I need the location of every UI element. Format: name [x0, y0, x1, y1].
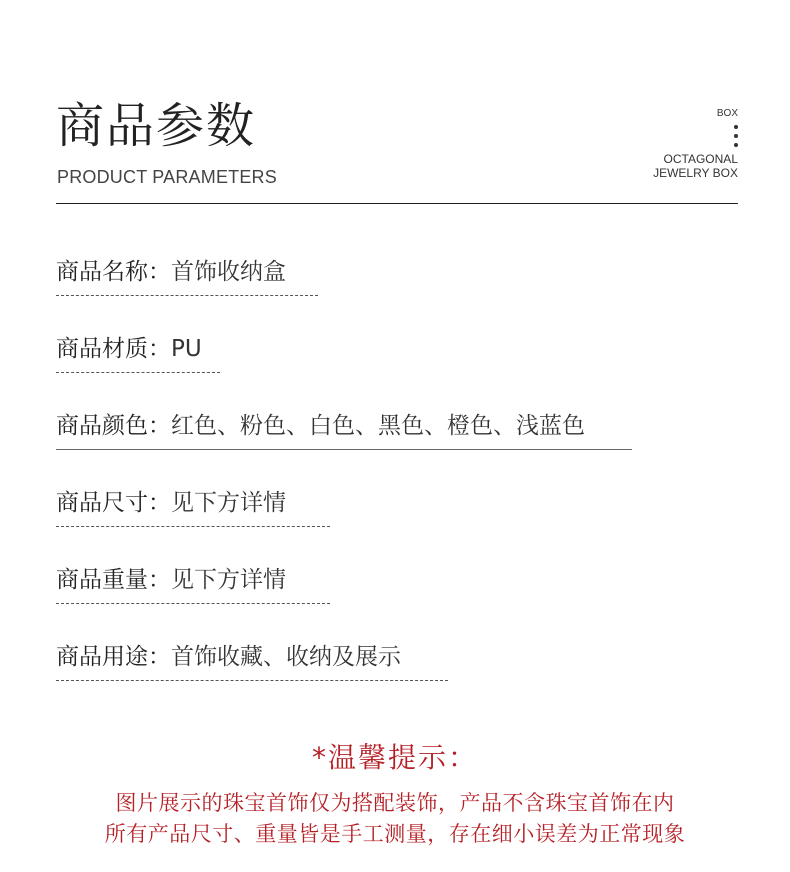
side-tag-line-2: JEWELRY BOX	[653, 166, 738, 180]
param-label: 商品颜色：	[56, 413, 171, 439]
dashed-underline	[56, 603, 330, 604]
side-tag	[653, 108, 738, 180]
dashed-underline	[56, 526, 330, 527]
parameter-list	[56, 255, 738, 717]
param-text	[56, 409, 585, 443]
param-text	[56, 332, 202, 366]
tips-line-2: 所有产品尺寸、重量皆是手工测量，存在细小误差为正常现象	[104, 822, 686, 846]
param-value: 见下方详情	[171, 490, 286, 516]
param-row-name	[56, 255, 738, 332]
param-value: 见下方详情	[171, 567, 286, 593]
param-text	[56, 640, 401, 674]
param-value: 首饰收藏、收纳及展示	[171, 644, 401, 670]
param-text	[56, 563, 286, 597]
param-row-weight	[56, 563, 738, 640]
param-label: 商品材质：	[56, 336, 171, 362]
dashed-underline	[56, 295, 318, 296]
vertical-dots-icon	[734, 125, 738, 147]
dashed-underline	[56, 449, 632, 450]
tips-title: *温馨提示：	[311, 741, 478, 774]
side-tag-box: BOX	[716, 108, 738, 119]
param-row-color	[56, 409, 738, 486]
param-text	[56, 486, 286, 520]
param-label: 商品重量：	[56, 567, 171, 593]
param-row-material	[56, 332, 738, 409]
header-divider	[56, 203, 738, 204]
param-label: 商品名称：	[56, 259, 171, 285]
side-tag-line-1: OCTAGONAL	[663, 152, 738, 166]
page-title: 商品参数	[56, 98, 257, 154]
dashed-underline	[56, 680, 448, 681]
warm-tips	[0, 738, 790, 850]
param-label: 商品尺寸：	[56, 490, 171, 516]
param-value: PU	[171, 336, 202, 362]
page-subtitle: PRODUCT PARAMETERS	[57, 167, 277, 187]
param-value: 首饰收纳盒	[171, 259, 286, 285]
tips-line-1: 图片展示的珠宝首饰仅为搭配装饰，产品不含珠宝首饰在内	[115, 791, 675, 815]
param-label: 商品用途：	[56, 644, 171, 670]
page-header	[56, 96, 738, 204]
param-value: 红色、粉色、白色、黑色、橙色、浅蓝色	[171, 413, 585, 439]
dashed-underline	[56, 372, 220, 373]
param-row-usage	[56, 640, 738, 717]
param-text	[56, 255, 286, 289]
param-row-size	[56, 486, 738, 563]
